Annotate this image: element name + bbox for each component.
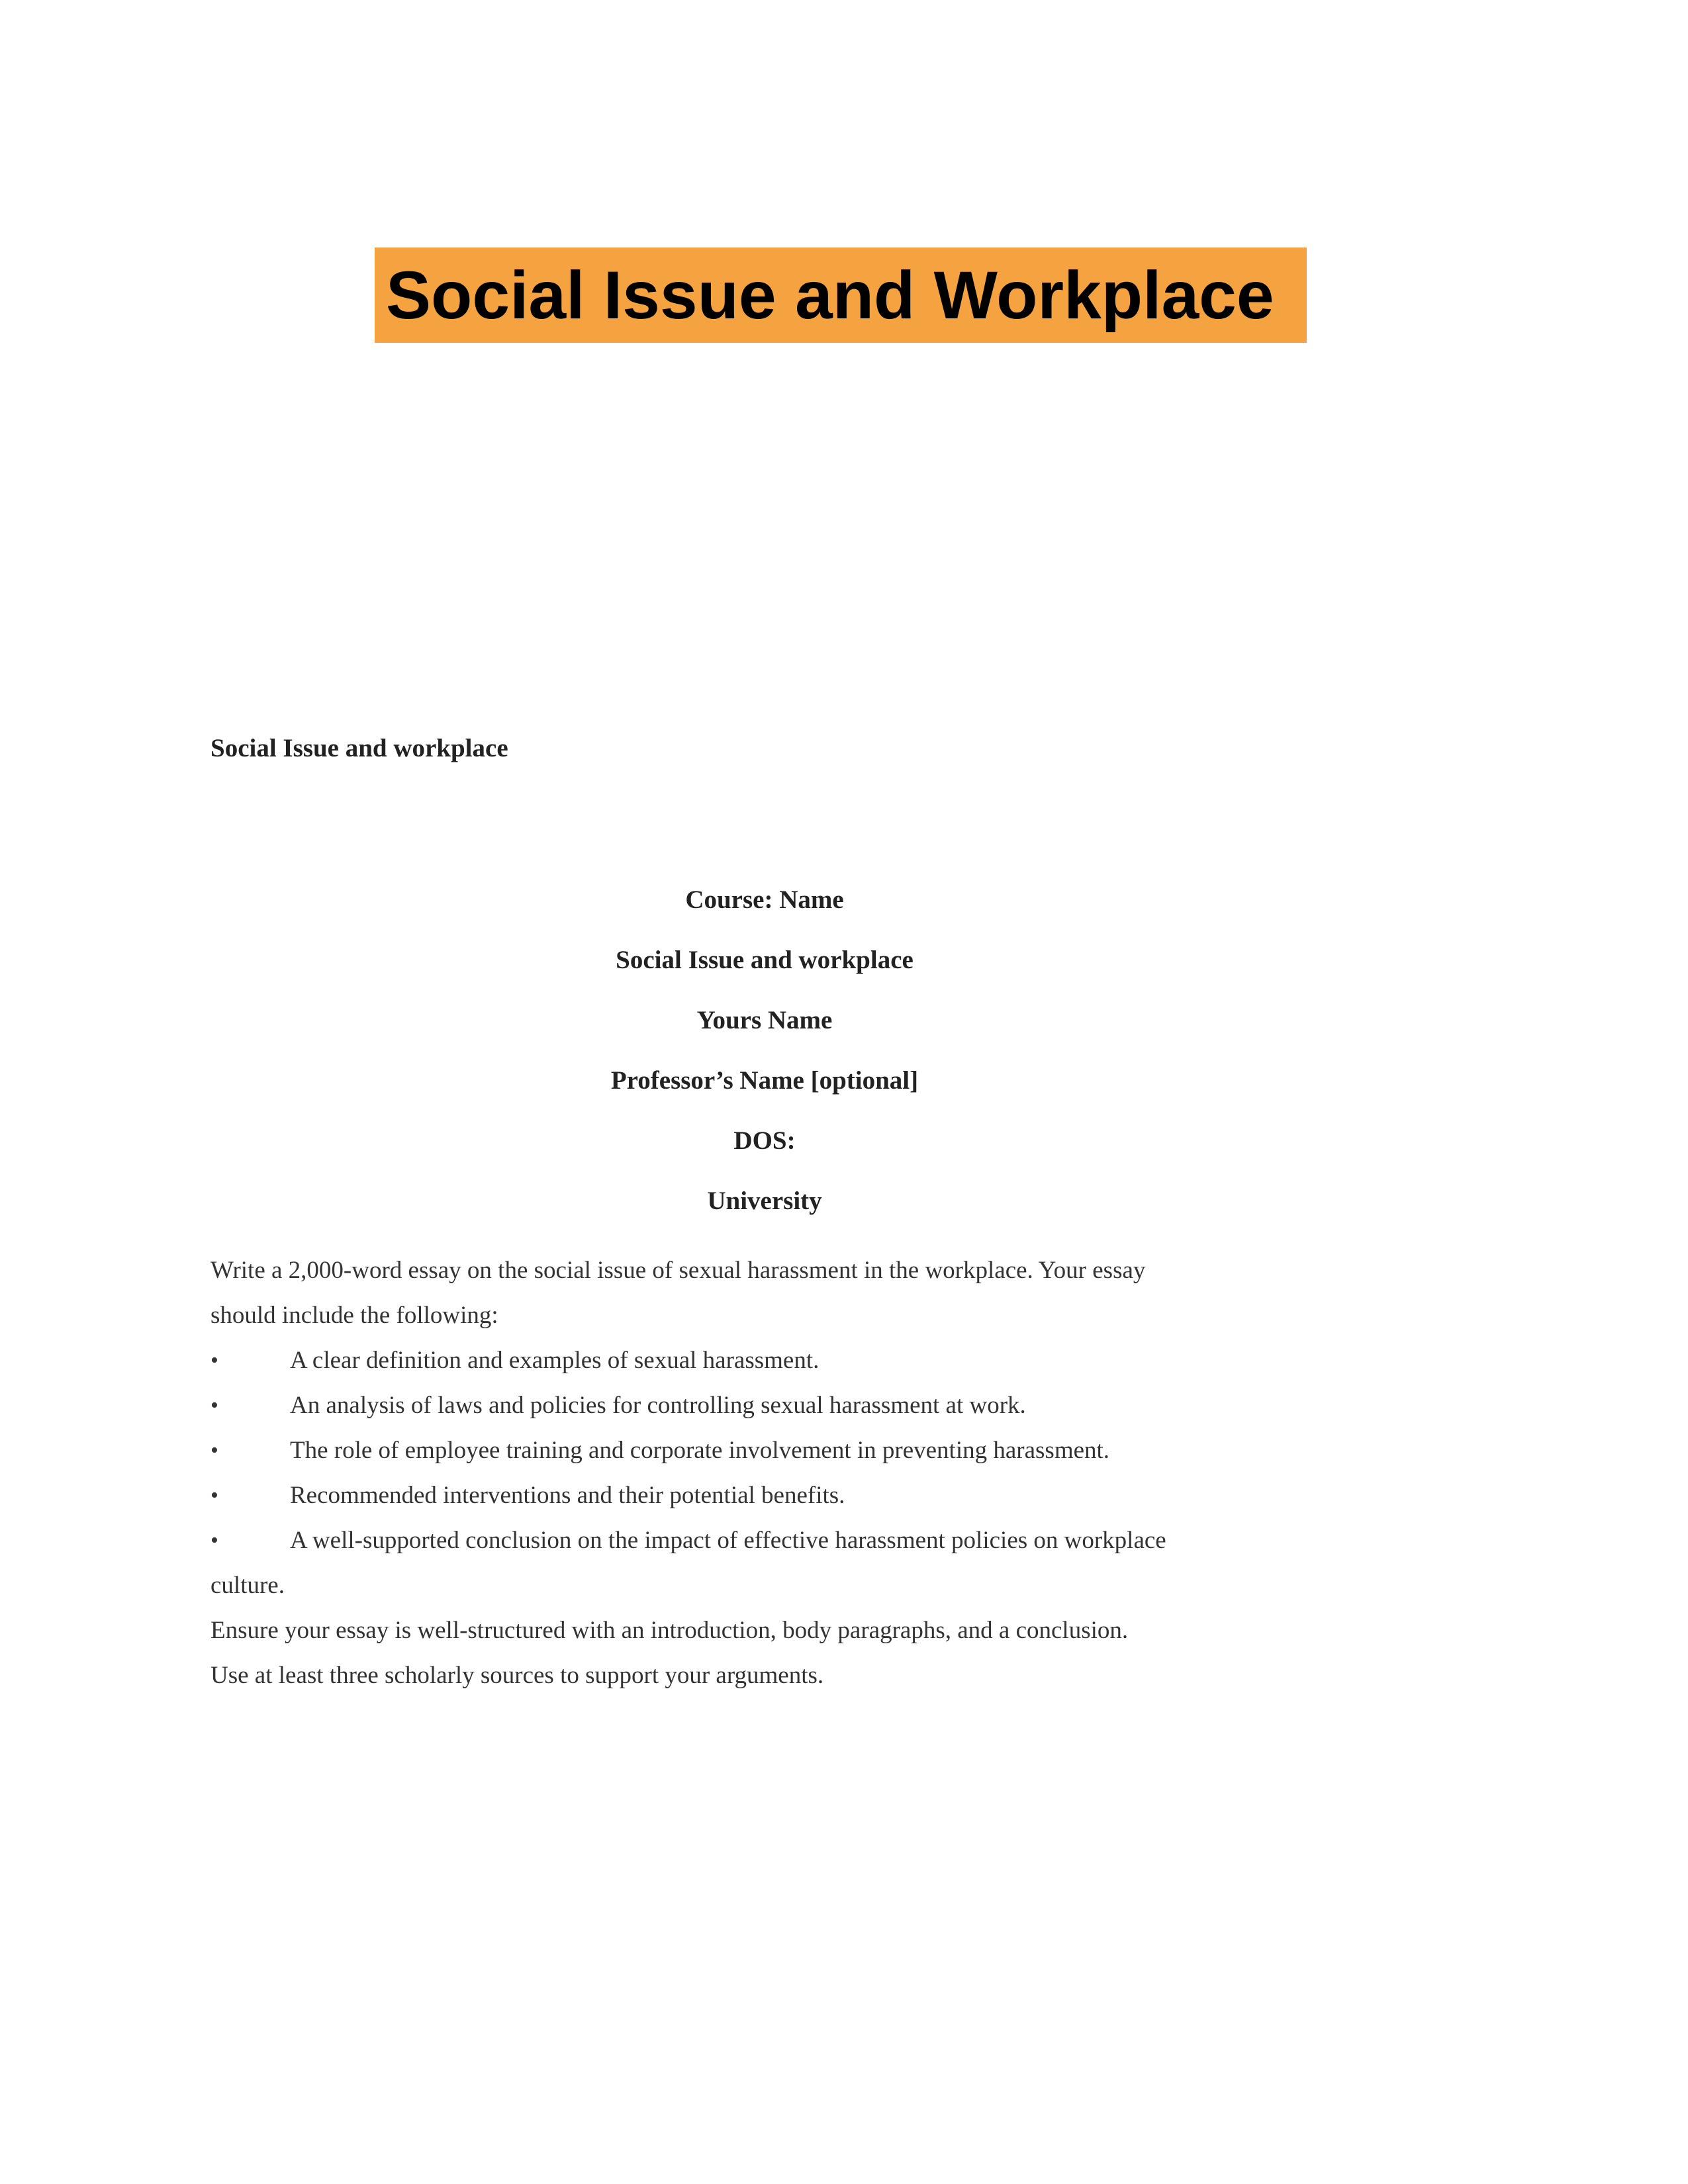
date-line: DOS: xyxy=(733,1126,796,1155)
bullet-icon: • xyxy=(211,1438,218,1463)
list-item xyxy=(211,1383,1283,1428)
list-item-text: An analysis of laws and policies for controlling sexual harassment at work. xyxy=(290,1392,1026,1419)
bullet-icon: • xyxy=(211,1483,218,1508)
list-item-text: A well-supported conclusion on the impact of effective harassment policies on workplace xyxy=(290,1527,1166,1554)
closing-line-1: Ensure your essay is well-structured with an introduction, body paragraphs, and a conclusion. xyxy=(211,1617,1129,1644)
course-line: Course: Name xyxy=(685,886,844,914)
list-item-continuation: culture. xyxy=(211,1572,285,1599)
list-item xyxy=(211,1338,1283,1383)
list-item-text: The role of employee training and corporate involvement in preventing harassment. xyxy=(290,1437,1110,1464)
intro-line-1: Write a 2,000-word essay on the social issue of sexual harassment in the workplace. Your essay xyxy=(211,1257,1146,1284)
list-item xyxy=(211,1473,1283,1518)
banner-title: Social Issue and Workplace xyxy=(386,257,1274,333)
title-page-block xyxy=(0,884,1529,1246)
intro-line-2: should include the following: xyxy=(211,1302,498,1329)
bullet-icon: • xyxy=(211,1528,218,1553)
list-item xyxy=(211,1518,1283,1563)
student-name: Yours Name xyxy=(696,1006,833,1034)
professor-name: Professor’s Name [optional] xyxy=(610,1066,919,1095)
bullet-icon: • xyxy=(211,1393,218,1418)
title-banner xyxy=(375,248,1307,343)
assignment-body xyxy=(211,1248,1283,1698)
list-item xyxy=(211,1428,1283,1473)
list-item-text: A clear definition and examples of sexual harassment. xyxy=(290,1347,820,1374)
bullet-icon: • xyxy=(211,1348,218,1373)
paper-title: Social Issue and workplace xyxy=(616,946,914,974)
institution-line: University xyxy=(707,1187,822,1215)
closing-line-2: Use at least three scholarly sources to support your arguments. xyxy=(211,1662,824,1689)
running-head: Social Issue and workplace xyxy=(211,734,508,762)
list-item-text: Recommended interventions and their potential benefits. xyxy=(290,1482,845,1509)
